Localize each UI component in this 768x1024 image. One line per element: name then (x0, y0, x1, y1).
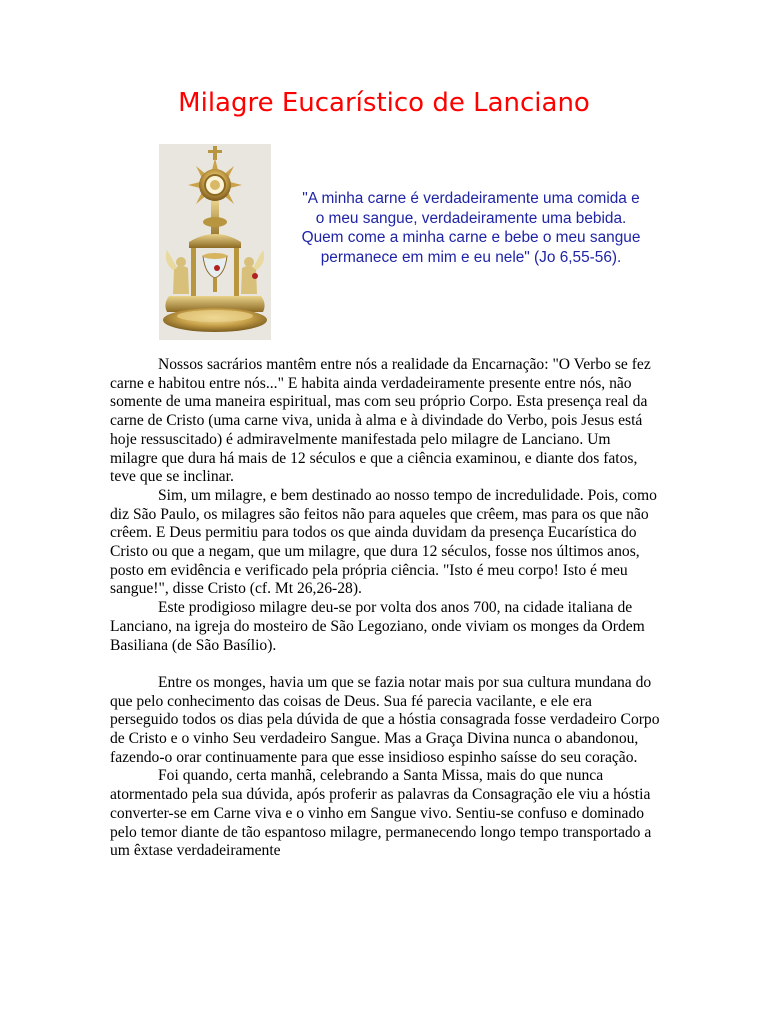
epigraph-quote: "A minha carne é verdadeiramente uma comida e o meu sangue, verdadeiramente uma bebida. Quem come a minha carne e bebe o meu sangue permanece em mim e eu nele" (Jo 6,55-56). (301, 190, 641, 266)
paragraph: Entre os monges, havia um que se fazia notar mais por sua cultura mundana do que pelo conhecimento das coisas de Deus. Sua fé parecia vacilante, e ele era perseguido todos os dias pela dúvida de que a hóstia consagrada fosse verdadeiro Corpo de Cristo e o vinho Seu verdadeiro Sangue. Mas a Graça Divina nunca o abandonou, fazendo-o orar continuamente para que esse insidioso espinho saísse do seu coração. (110, 673, 660, 766)
monstrance-reliquary-illustration (159, 144, 271, 340)
paragraph: Nossos sacrários mantêm entre nós a realidade da Encarnação: "O Verbo se fez carne e habitou entre nós..." E habita ainda verdadeiramente presente entre nós, não somente de uma maneira espiritual, mas com seu próprio Corpo. Esta presença real da carne de Cristo (uma carne viva, unida à alma e à divindade do Verbo, pois Jesus está hoje ressuscitado) é admiravelmente manifestada pelo milagre de Lanciano. Um milagre que dura há mais de 12 séculos e que a ciência examinou, e diante dos fatos, teve que se inclinar. (110, 356, 651, 486)
paragraph: Foi quando, certa manhã, celebrando a Santa Missa, mais do que nunca atormentado pela sua dúvida, após proferir as palavras da Consagração ele viu a hóstia converter-se em Carne viva e o vinho em Sangue vivo. Sentiu-se confuso e dominado pelo temor diante de tão espantoso milagre, permanecendo longo tempo transportado a um êxtase verdadeiramente (110, 767, 652, 860)
paragraph: Este prodigioso milagre deu-se por volta dos anos 700, na cidade italiana de Lanciano, na igreja do mosteiro de São Legoziano, onde viviam os monges da Ordem Basiliana (de São Basílio). (110, 599, 645, 654)
article-body (110, 356, 660, 861)
page-title: Milagre Eucarístico de Lanciano (178, 88, 590, 118)
paragraph: Sim, um milagre, e bem destinado ao nosso tempo de incredulidade. Pois, como diz São Paulo, os milagres são feitos não para aqueles que crêem, mas para os que não crêem. E Deus permitiu para todos os que ainda duvidam da presença Eucarística do Cristo ou que a negam, que um milagre, que dura 12 séculos, fosse nos últimos anos, posto em evidência e verificado pela própria ciência. "Isto é meu corpo! Isto é meu sangue!", disse Cristo (cf. Mt 26,26-28). (110, 486, 657, 598)
